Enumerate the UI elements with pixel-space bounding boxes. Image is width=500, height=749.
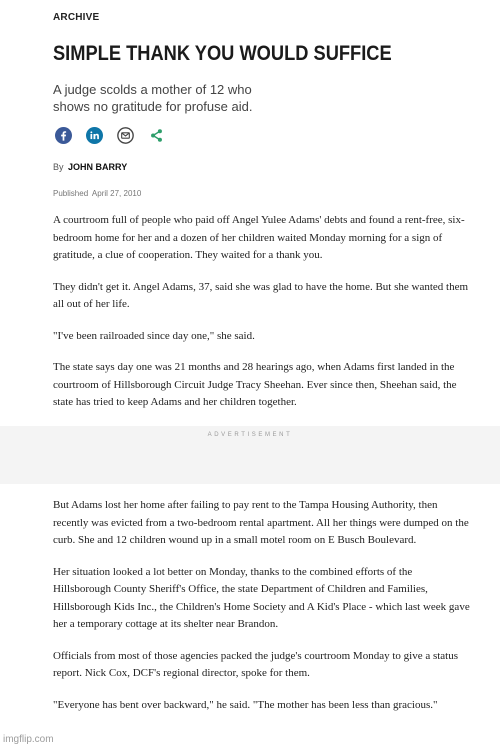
facebook-icon[interactable] xyxy=(55,127,72,144)
advertisement-slot xyxy=(0,426,500,484)
watermark: imgflip.com xyxy=(3,734,54,745)
article-body-top xyxy=(53,212,473,426)
email-icon[interactable] xyxy=(117,127,134,144)
paragraph: A courtroom full of people who paid off Angel Yulee Adams' debts and found a rent-free, six-bedroom home for her and a dozen of her children waited Monday morning for a sign of gratitude, a clue of cooperation. They waited for a thank you. xyxy=(53,214,465,261)
linkedin-icon[interactable] xyxy=(86,127,103,144)
paragraph: Officials from most of those agencies packed the judge's courtroom Monday to give a status report. Nick Cox, DCF's regional director, spoke for them. xyxy=(53,649,459,679)
paragraph: Her situation looked a lot better on Monday, thanks to the combined efforts of the Hillsborough County Sheriff's Office, the state Department of Children and Families, Hillsborough Kids Inc., the Children's Home Society and A Kid's Place - which last week gave her a temporary cottage at its shelter near Brandon. xyxy=(53,565,470,630)
byline-prefix: By xyxy=(53,162,64,172)
author-name[interactable]: JOHN BARRY xyxy=(68,162,128,172)
paragraph: The state says day one was 21 months and 28 hearings ago, when Adams first landed in the courtroom of Hillsborough Circuit Judge Tracy Sheehan. Ever since then, Sheehan said, the state has tried to keep Adams and her children together. xyxy=(53,361,457,408)
published-label: Published xyxy=(53,189,89,198)
published-value: April 27, 2010 xyxy=(91,189,142,198)
published-date xyxy=(53,189,141,198)
byline xyxy=(53,162,127,172)
paragraph: "Everyone has bent over backward," he said. "The mother has been less than gracious." xyxy=(53,698,438,711)
paragraph: "I've been railroaded since day one," she said. xyxy=(53,329,255,342)
section-label[interactable]: ARCHIVE xyxy=(53,12,100,23)
article-body-bottom xyxy=(53,497,473,728)
share-bar xyxy=(55,127,165,144)
advertisement-label: ADVERTISEMENT xyxy=(207,432,293,438)
headline: SIMPLE THANK YOU WOULD SUFFICE xyxy=(53,42,392,65)
subhead: A judge scolds a mother of 12 who shows no gratitude for profuse aid. xyxy=(53,82,253,114)
share-icon[interactable] xyxy=(148,127,165,144)
paragraph: But Adams lost her home after failing to pay rent to the Tampa Housing Authority, then recently was evicted from a two-bedroom rental apartment. All her things were dumped on the curb. She and 12 children wound up in a small motel room on E Busch Boulevard. xyxy=(53,499,469,546)
paragraph: They didn't get it. Angel Adams, 37, said she was glad to have the home. But she wanted them all out of her life. xyxy=(53,280,469,310)
